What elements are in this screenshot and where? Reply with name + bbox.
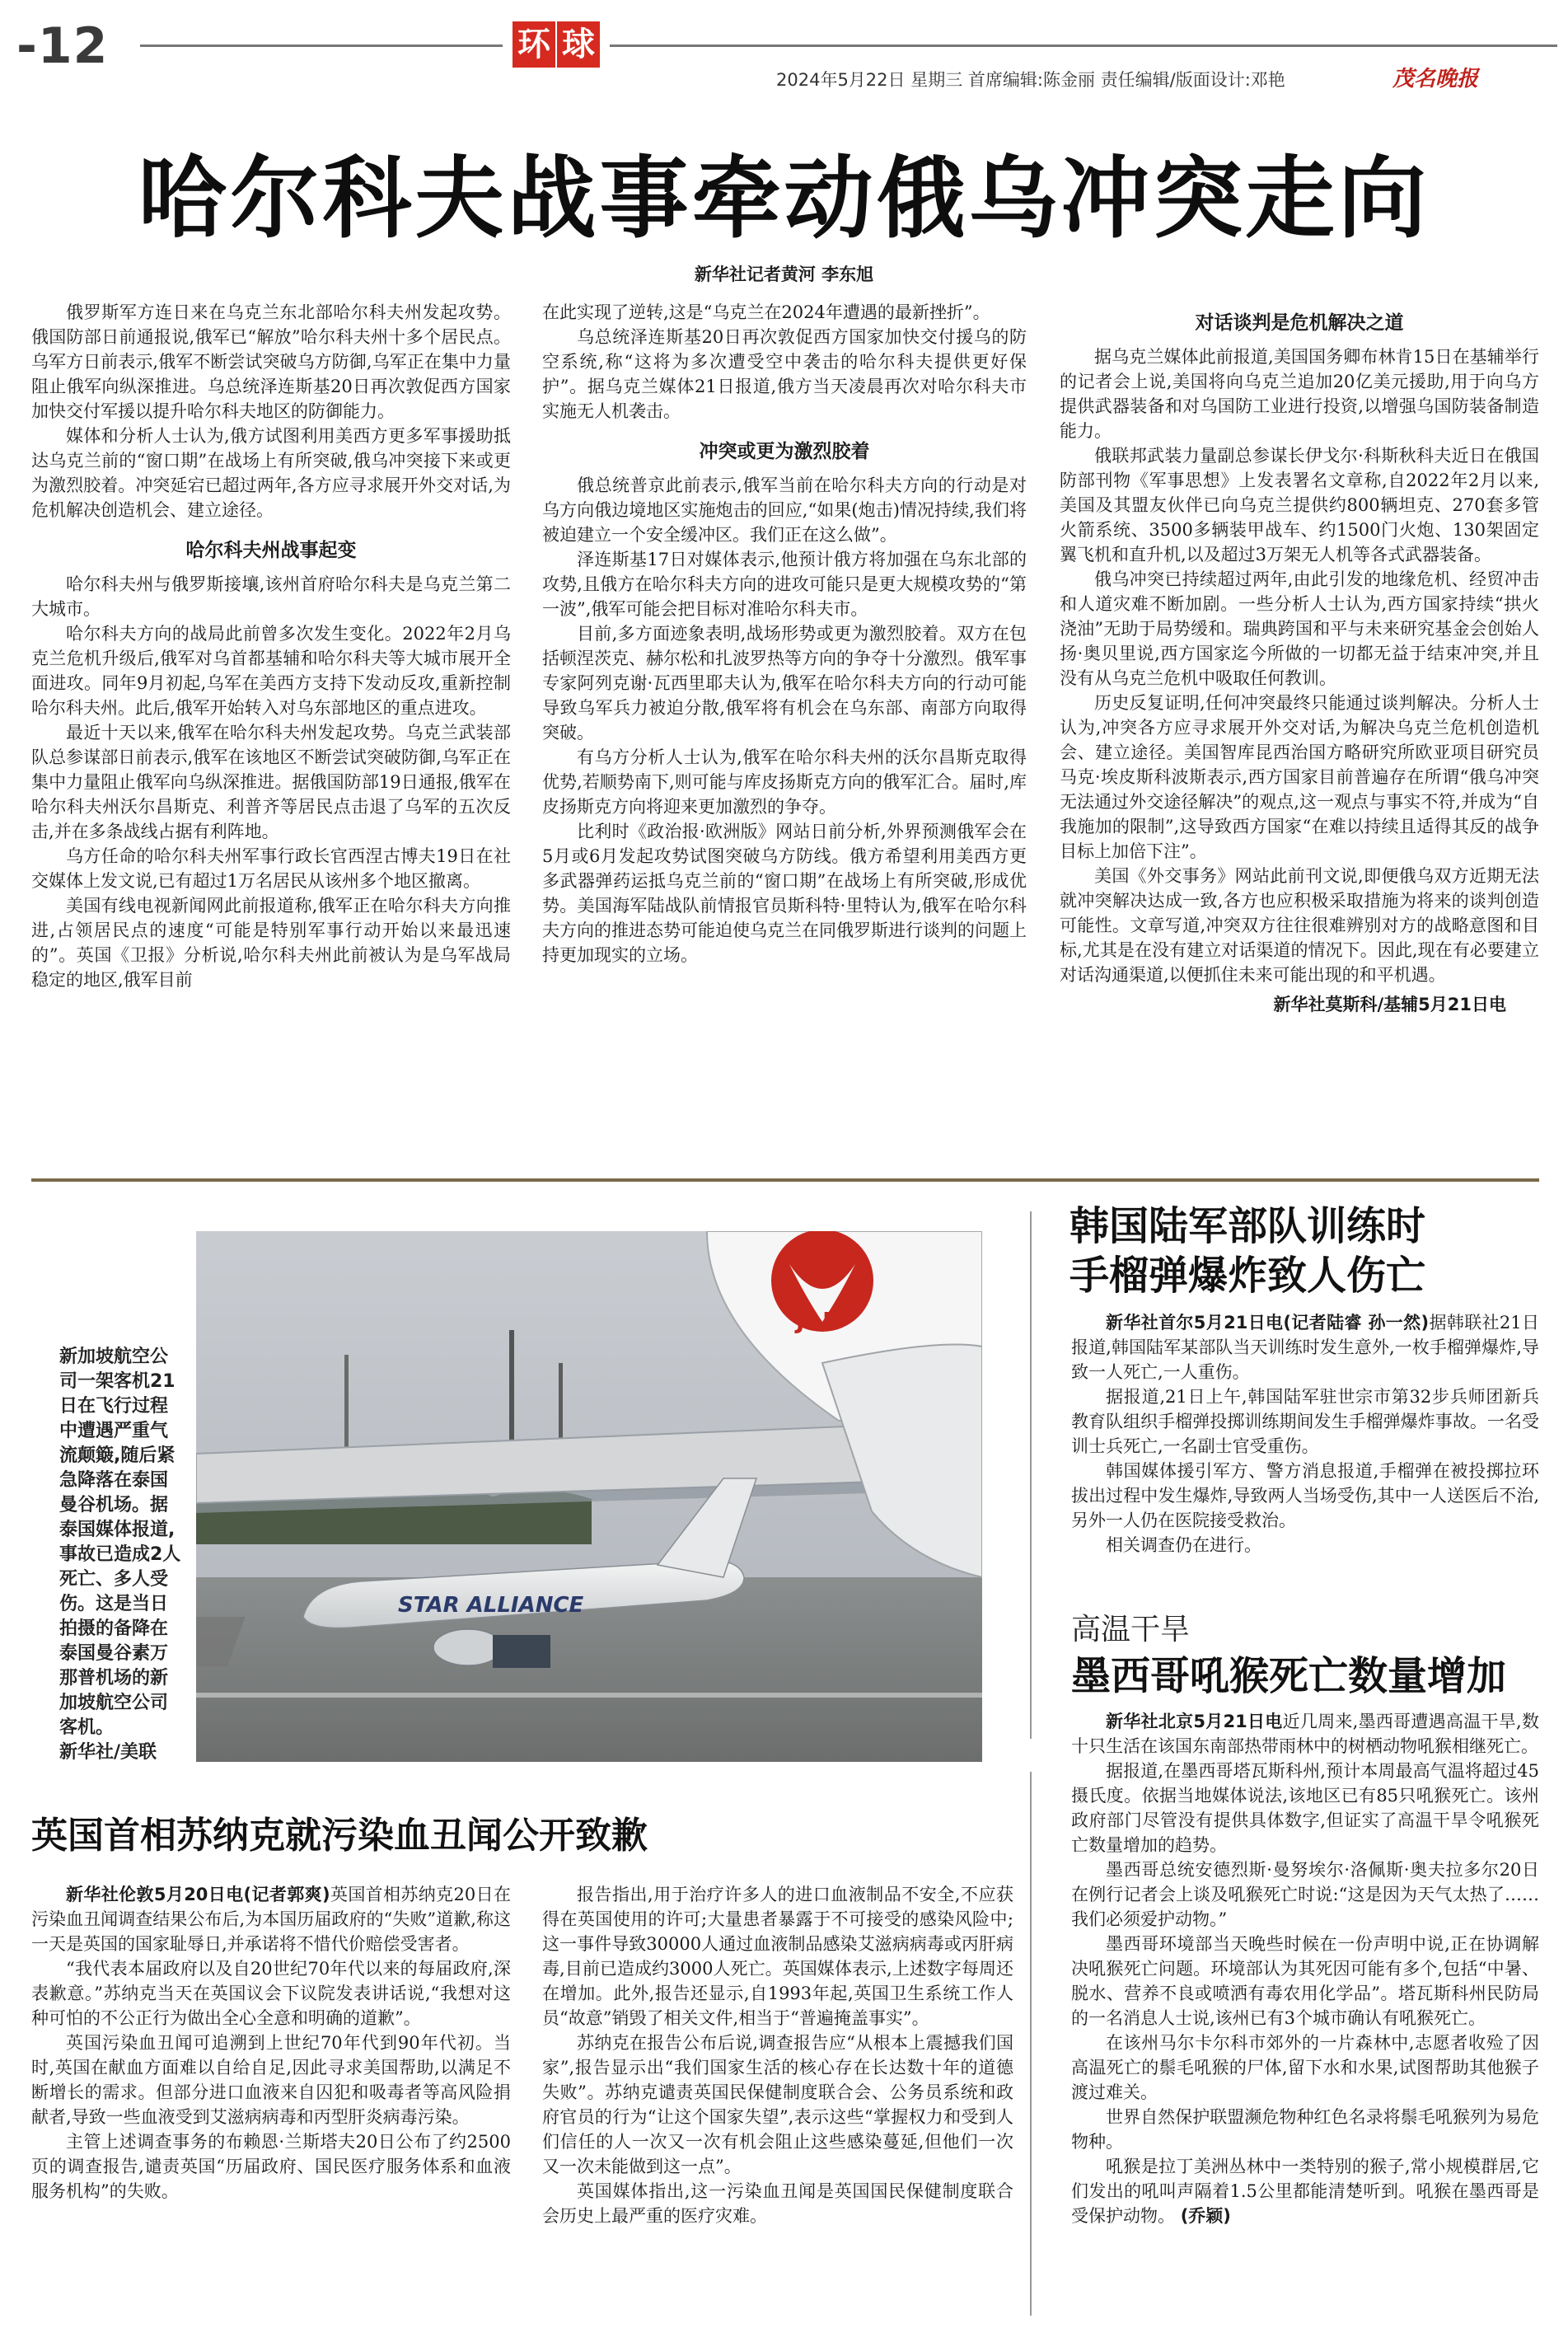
- column-divider: [1030, 1211, 1032, 1739]
- photo-credit: 新华社/美联: [59, 1742, 157, 1763]
- paragraph: 俄罗斯军方连日来在乌克兰东北部哈尔科夫州发起攻势。俄国防部日前通报说,俄军已“解放”哈尔科夫州十多个居民点。乌军方日前表示,俄军不断尝试突破乌方防御,乌军正在集中力量阻止俄军向纵深推进。乌总统泽连斯基20日再次敦促西方国家加快交付军援以提升哈尔科夫地区的防御能力。: [31, 302, 511, 421]
- paragraph: 据乌克兰媒体此前报道,美国国务卿布林肯15日在基辅举行的记者会上说,美国将向乌克兰追加20亿美元援助,用于向乌方提供武器装备和对乌国防工业进行投资,以增强乌国防装备制造能力。: [1060, 347, 1539, 441]
- mexico-credit: (乔颖): [1180, 2206, 1231, 2226]
- section-badge-2: 球: [557, 21, 600, 68]
- main-article-col-3: [1060, 300, 1539, 1017]
- dateline-credit: 新华社莫斯科/基辅5月21日电: [1273, 995, 1506, 1014]
- paragraph: 墨西哥环境部当天晚些时候在一份声明中说,正在协调解决吼猴死亡问题。环境部认为其死因可能有多个,包括“中暑、脱水、营养不良或喷洒有毒农用化学品”。塔瓦斯科州民防局的一名消息人士说,该州已有3个城市确认有吼猴死亡。: [1071, 1934, 1539, 2028]
- paragraph: 乌方任命的哈尔科夫州军事行政长官西涅古博夫19日在社交媒体上发文说,已有超过1万名居民从该州多个地区撤离。: [31, 846, 511, 891]
- jal-logo-text: JAL: [796, 1307, 837, 1334]
- mexico-p7: 吼猴是拉丁美洲丛林中一类特别的猴子,常小规模群居,它们发出的吼叫声隔着1.5公里都能清楚听到。吼猴在墨西哥是受保护动物。: [1071, 2157, 1539, 2226]
- paragraph: 据报道,21日上午,韩国陆军驻世宗市第32步兵师团新兵教育队组织手榴弹投掷训练期间发生手榴弹爆炸事故。一名受训士兵死亡,一名副士官受重伤。: [1071, 1387, 1539, 1456]
- paragraph: 有乌方分析人士认为,俄军在哈尔科夫州的沃尔昌斯克取得优势,若顺势南下,则可能与库皮扬斯克方向的俄军汇合。届时,库皮扬斯克方向将迎来更加激烈的争夺。: [542, 747, 1027, 817]
- paragraph: 哈尔科夫方向的战局此前曾多次发生变化。2022年2月乌克兰危机升级后,俄军对乌首都基辅和哈尔科夫等大城市展开全面进攻。同年9月初起,乌军在美西方支持下发动反攻,重新控制哈尔科夫州。此后,俄军开始转入对乌东部地区的重点进攻。: [31, 624, 511, 718]
- korea-lead: 新华社首尔5月21日电(记者陆睿 孙一然): [1106, 1313, 1430, 1333]
- paragraph: 英国媒体指出,这一污染血丑闻是英国国民保健制度联合会历史上最严重的医疗灾难。: [542, 2181, 1013, 2226]
- mexico-headline: 墨西哥吼猴死亡数量增加: [1071, 1653, 1507, 1699]
- korea-article: [1071, 1310, 1539, 1557]
- paragraph: [1071, 2154, 1539, 2228]
- korea-headline-line2: 手榴弹爆炸致人伤亡: [1070, 1253, 1426, 1299]
- mexico-kicker: 高温干旱: [1071, 1613, 1191, 1646]
- page-number: -12: [16, 17, 109, 75]
- paragraph: 比利时《政治报·欧洲版》网站日前分析,外界预测俄军会在5月或6月发起攻势试图突破乌方防线。俄方希望利用美西方更多武器弹药运抵乌克兰前的“窗口期”在战场上有所突破,形成优势。美国海军陆战队前情报官员斯科特·里特认为,俄军在哈尔科夫方向的推进态势可能迫使乌克兰在同俄罗斯进行谈判的问题上持更加现实的立场。: [542, 822, 1027, 965]
- uk-headline: 英国首相苏纳克就污染血丑闻公开致歉: [31, 1815, 648, 1857]
- mexico-lead: 新华社北京5月21日电: [1106, 1712, 1283, 1731]
- korea-headline-line1: 韩国陆军部队训练时: [1070, 1203, 1426, 1249]
- paragraph: 韩国媒体援引军方、警方消息报道,手榴弹在被投掷拉环拔出过程中发生爆炸,导致两人当场受伤,其中一人送医后不治,另外一人仍在医院接受救治。: [1071, 1461, 1539, 1530]
- paragraph: 苏纳克在报告公布后说,调查报告应“从根本上震撼我们国家”,报告显示出“我们国家生活的核心存在长达数十年的道德失败”。苏纳克谴责英国民保健制度联合会、公务员系统和政府官员的行为“让这个国家失望”,表示这些“掌握权力和受到人们信任的人一次又一次有机会阻止这些感染蔓延,但他们一次又一次未能做到这一点”。: [542, 2033, 1013, 2176]
- paragraph: 世界自然保护联盟濒危物种红色名录将鬃毛吼猴列为易危物种。: [1071, 2107, 1539, 2152]
- korea-headline: [1070, 1201, 1539, 1300]
- paragraph: 俄乌冲突已持续超过两年,由此引发的地缘危机、经贸冲击和人道灾难不断加剧。一些分析人士认为,西方国家持续“拱火浇油”无助于局势缓和。瑞典跨国和平与未来研究基金会创始人扬·奥贝里说,西方国家迄今所做的一切都无益于结束冲突,并且没有从乌克兰危机中吸取任何教训。: [1060, 569, 1539, 688]
- main-article-col-2: [542, 300, 1027, 967]
- paragraph: 最近十天以来,俄军在哈尔科夫州发起攻势。乌克兰武装部队总参谋部日前表示,俄军在该地区不断尝试突破防御,乌军正在集中力量阻止俄军向乌纵深推进。据俄国防部19日通报,俄军在哈尔科夫州沃尔昌斯克、利普齐等居民点击退了乌军的五次反击,并在多条战线占据有利阵地。: [31, 723, 511, 841]
- header-rule-left: [140, 44, 503, 47]
- main-article-col-1: [31, 300, 511, 992]
- paragraph: 墨西哥总统安德烈斯·曼努埃尔·洛佩斯·奥夫拉多尔20日在例行记者会上谈及吼猴死亡时说:“这是因为天气太热了……我们必须爱护动物。”: [1071, 1860, 1539, 1929]
- uk-article-col-2: [542, 1882, 1013, 2228]
- paragraph: 在该州马尔卡尔科市郊外的一片森林中,志愿者收殓了因高温死亡的鬃毛吼猴的尸体,留下水和水果,试图帮助其他猴子渡过难关。: [1071, 2033, 1539, 2102]
- masthead-logo: 茂名晚报: [1392, 67, 1479, 91]
- paragraph: 历史反复证明,任何冲突最终只能通过谈判解决。分析人士认为,冲突各方应寻求展开外交对话,为解决乌克兰危机创造机会、建立途径。美国智库昆西治国方略研究所欧亚项目研究员马克·埃皮斯科波斯表示,西方国家目前普遍存在所谓“俄乌冲突无法通过外交途径解决”的观点,这一观点与事实不符,并成为“自我施加的限制”,这导致西方国家“在难以持续且适得其反的战争目标上加倍下注”。: [1060, 693, 1539, 861]
- engine: [433, 1629, 503, 1665]
- paragraph: 主管上述调查事务的布赖恩·兰斯塔夫20日公布了约2500页的调查报告,谴责英国“历届政府、国民医疗服务体系和血液服务机构”的失败。: [31, 2132, 511, 2201]
- main-headline: 哈尔科夫战事牵动俄乌冲突走向: [138, 148, 1430, 251]
- paragraph: [1071, 1310, 1539, 1384]
- korea-p1: 据韩联社21日报道,韩国陆军某部队当天训练时发生意外,一枚手榴弹爆炸,导致一人死亡,一人重伤。: [1071, 1313, 1539, 1382]
- mexico-p1: 近几周来,墨西哥遭遇高温干旱,数十只生活在该国东南部热带雨林中的树栖动物吼猴相继死亡。: [1071, 1712, 1539, 1756]
- fuselage-text: STAR ALLIANCE: [398, 1593, 584, 1618]
- paragraph: 目前,多方面迹象表明,战场形势或更为激烈胶着。双方在包括顿涅茨克、赫尔松和扎波罗热等方向的争夺十分激烈。俄军事专家阿列克谢·瓦西里耶夫认为,俄军在哈尔科夫方向的行动可能导致乌军兵力被迫分散,俄军将有机会在乌东部、南部方向取得突破。: [542, 624, 1027, 742]
- subheading: 对话谈判是危机解决之道: [1195, 312, 1404, 334]
- paragraph: 乌总统泽连斯基20日再次敦促西方国家加快交付援乌的防空系统,称“这将为多次遭受空中袭击的哈尔科夫提供更好保护”。据乌克兰媒体21日报道,俄方当天凌晨再次对哈尔科夫市实施无人机袭击。: [542, 327, 1027, 421]
- paragraph: 媒体和分析人士认为,俄方试图利用美西方更多军事援助抵达乌克兰前的“窗口期”在战场上有所突破,俄乌冲突接下来或更为激烈胶着。冲突延宕已超过两年,各方应寻求展开外交对话,为危机解决创造机会、建立途径。: [31, 426, 511, 520]
- airplane-photo-image: [196, 1231, 982, 1762]
- subheading: 冲突或更为激烈胶着: [699, 441, 870, 462]
- paragraph: 据报道,在墨西哥塔瓦斯科州,预计本周最高气温将超过45摄氏度。依据当地媒体说法,该地区已有85只吼猴死亡。该州政府部门尽管没有提供具体数字,但证实了高温干旱令吼猴死亡数量增加的趋势。: [1071, 1761, 1539, 1855]
- section-divider: [31, 1178, 1539, 1182]
- section-badge-1: 环: [513, 21, 555, 68]
- paragraph: 相关调查仍在进行。: [1106, 1535, 1261, 1555]
- dateline: 2024年5月22日 星期三 首席编辑:陈金丽 责任编辑/版面设计:邓艳: [776, 70, 1285, 90]
- uk-p1: 英国首相苏纳克20日在污染血丑闻调查结果公布后,为本国历届政府的“失败”道歉,称这一天是英国的国家耻辱日,并承诺将不惜代价赔偿受害者。: [31, 1885, 511, 1954]
- mexico-article: [1071, 1709, 1539, 2228]
- photo-caption-text: 新加坡航空公司一架客机21日在飞行过程中遭遇严重气流颠簸,随后紧急降落在泰国曼谷机场。据泰国媒体报道,事故已造成2人死亡、多人受伤。这是当日拍摄的备降在泰国曼谷素万那普机场的新加坡航空公司客机。: [59, 1347, 181, 1738]
- paragraph: 泽连斯基17日对媒体表示,他预计俄方将加强在乌东北部的攻势,且俄方在哈尔科夫方向的进攻可能只是更大规模攻势的“第一波”,俄军可能会把目标对准哈尔科夫市。: [542, 550, 1027, 619]
- subheading: 哈尔科夫州战事起变: [185, 540, 357, 561]
- paragraph: 美国《外交事务》网站此前刊文说,即便俄乌双方近期无法就冲突解决达成一致,各方也应积极采取措施为将来的谈判创造可能性。文章写道,冲突双方往往很难辨别对方的战略意图和目标,尤其是在没有建立对话渠道的情况下。因此,现在有必要建立对话沟通渠道,以便抓住未来可能出现的和平机遇。: [1060, 866, 1539, 985]
- uk-lead: 新华社伦敦5月20日电(记者郭爽): [66, 1885, 330, 1904]
- uk-article-col-1: [31, 1882, 511, 2204]
- photo-caption: [59, 1345, 183, 1765]
- ground-vehicle: [493, 1635, 550, 1668]
- paragraph: [1071, 1709, 1539, 1759]
- paragraph: 报告指出,用于治疗许多人的进口血液制品不安全,不应获得在英国使用的许可;大量患者暴露于不可接受的感染风险中;这一事件导致30000人通过血液制品感染艾滋病病毒或丙肝病毒,目前已造成约3000人死亡。英国媒体表示,上述数字每周还在增加。此外,报告还显示,自1993年起,英国卫生系统工作人员“故意”销毁了相关文件,相当于“普遍掩盖事实”。: [542, 1885, 1013, 2028]
- main-byline: 新华社记者黄河 李东旭: [694, 265, 874, 284]
- paragraph: 俄总统普京此前表示,俄军当前在哈尔科夫方向的行动是对乌方向俄边境地区实施炮击的回应,“如果(炮击)情况持续,我们将被迫建立一个安全缓冲区。我们正在这么做”。: [542, 475, 1027, 545]
- paragraph: 美国有线电视新闻网此前报道称,俄军正在哈尔科夫方向推进,占领居民点的速度“可能是特别军事行动开始以来最迅速的”。英国《卫报》分析说,哈尔科夫州此前被认为是乌军战局稳定的地区,俄军目前: [31, 896, 511, 990]
- paragraph: [31, 1882, 511, 1956]
- news-photo: [196, 1231, 982, 1762]
- paragraph: 俄联邦武装力量副总参谋长伊戈尔·科斯秋科夫近日在俄国防部刊物《军事思想》上发表署名文章称,自2022年2月以来,美国及其盟友伙伴已向乌克兰提供约800辆坦克、270套多管火箭系统、3500多辆装甲战车、约1500门火炮、130架固定翼飞机和直升机,以及超过3万架无人机等各式武器装备。: [1060, 446, 1539, 564]
- paragraph: 在此实现了逆转,这是“乌克兰在2024年遭遇的最新挫折”。: [542, 302, 990, 322]
- header-rule-right: [610, 44, 1557, 47]
- paragraph: “我代表本届政府以及自20世纪70年代以来的每届政府,深表歉意。”苏纳克当天在英国议会下议院发表讲话说,“我想对这种可怕的不公正行为做出全心全意和明确的道歉”。: [31, 1959, 511, 2028]
- paragraph: 哈尔科夫州与俄罗斯接壤,该州首府哈尔科夫是乌克兰第二大城市。: [31, 574, 511, 619]
- column-divider: [1030, 1772, 1032, 2316]
- paragraph: 英国污染血丑闻可追溯到上世纪70年代到90年代初。当时,英国在献血方面难以自给自足,因此寻求美国帮助,以满足不断增长的需求。但部分进口血液来自囚犯和吸毒者等高风险捐献者,导致一些血液受到艾滋病病毒和丙型肝炎病毒污染。: [31, 2033, 511, 2127]
